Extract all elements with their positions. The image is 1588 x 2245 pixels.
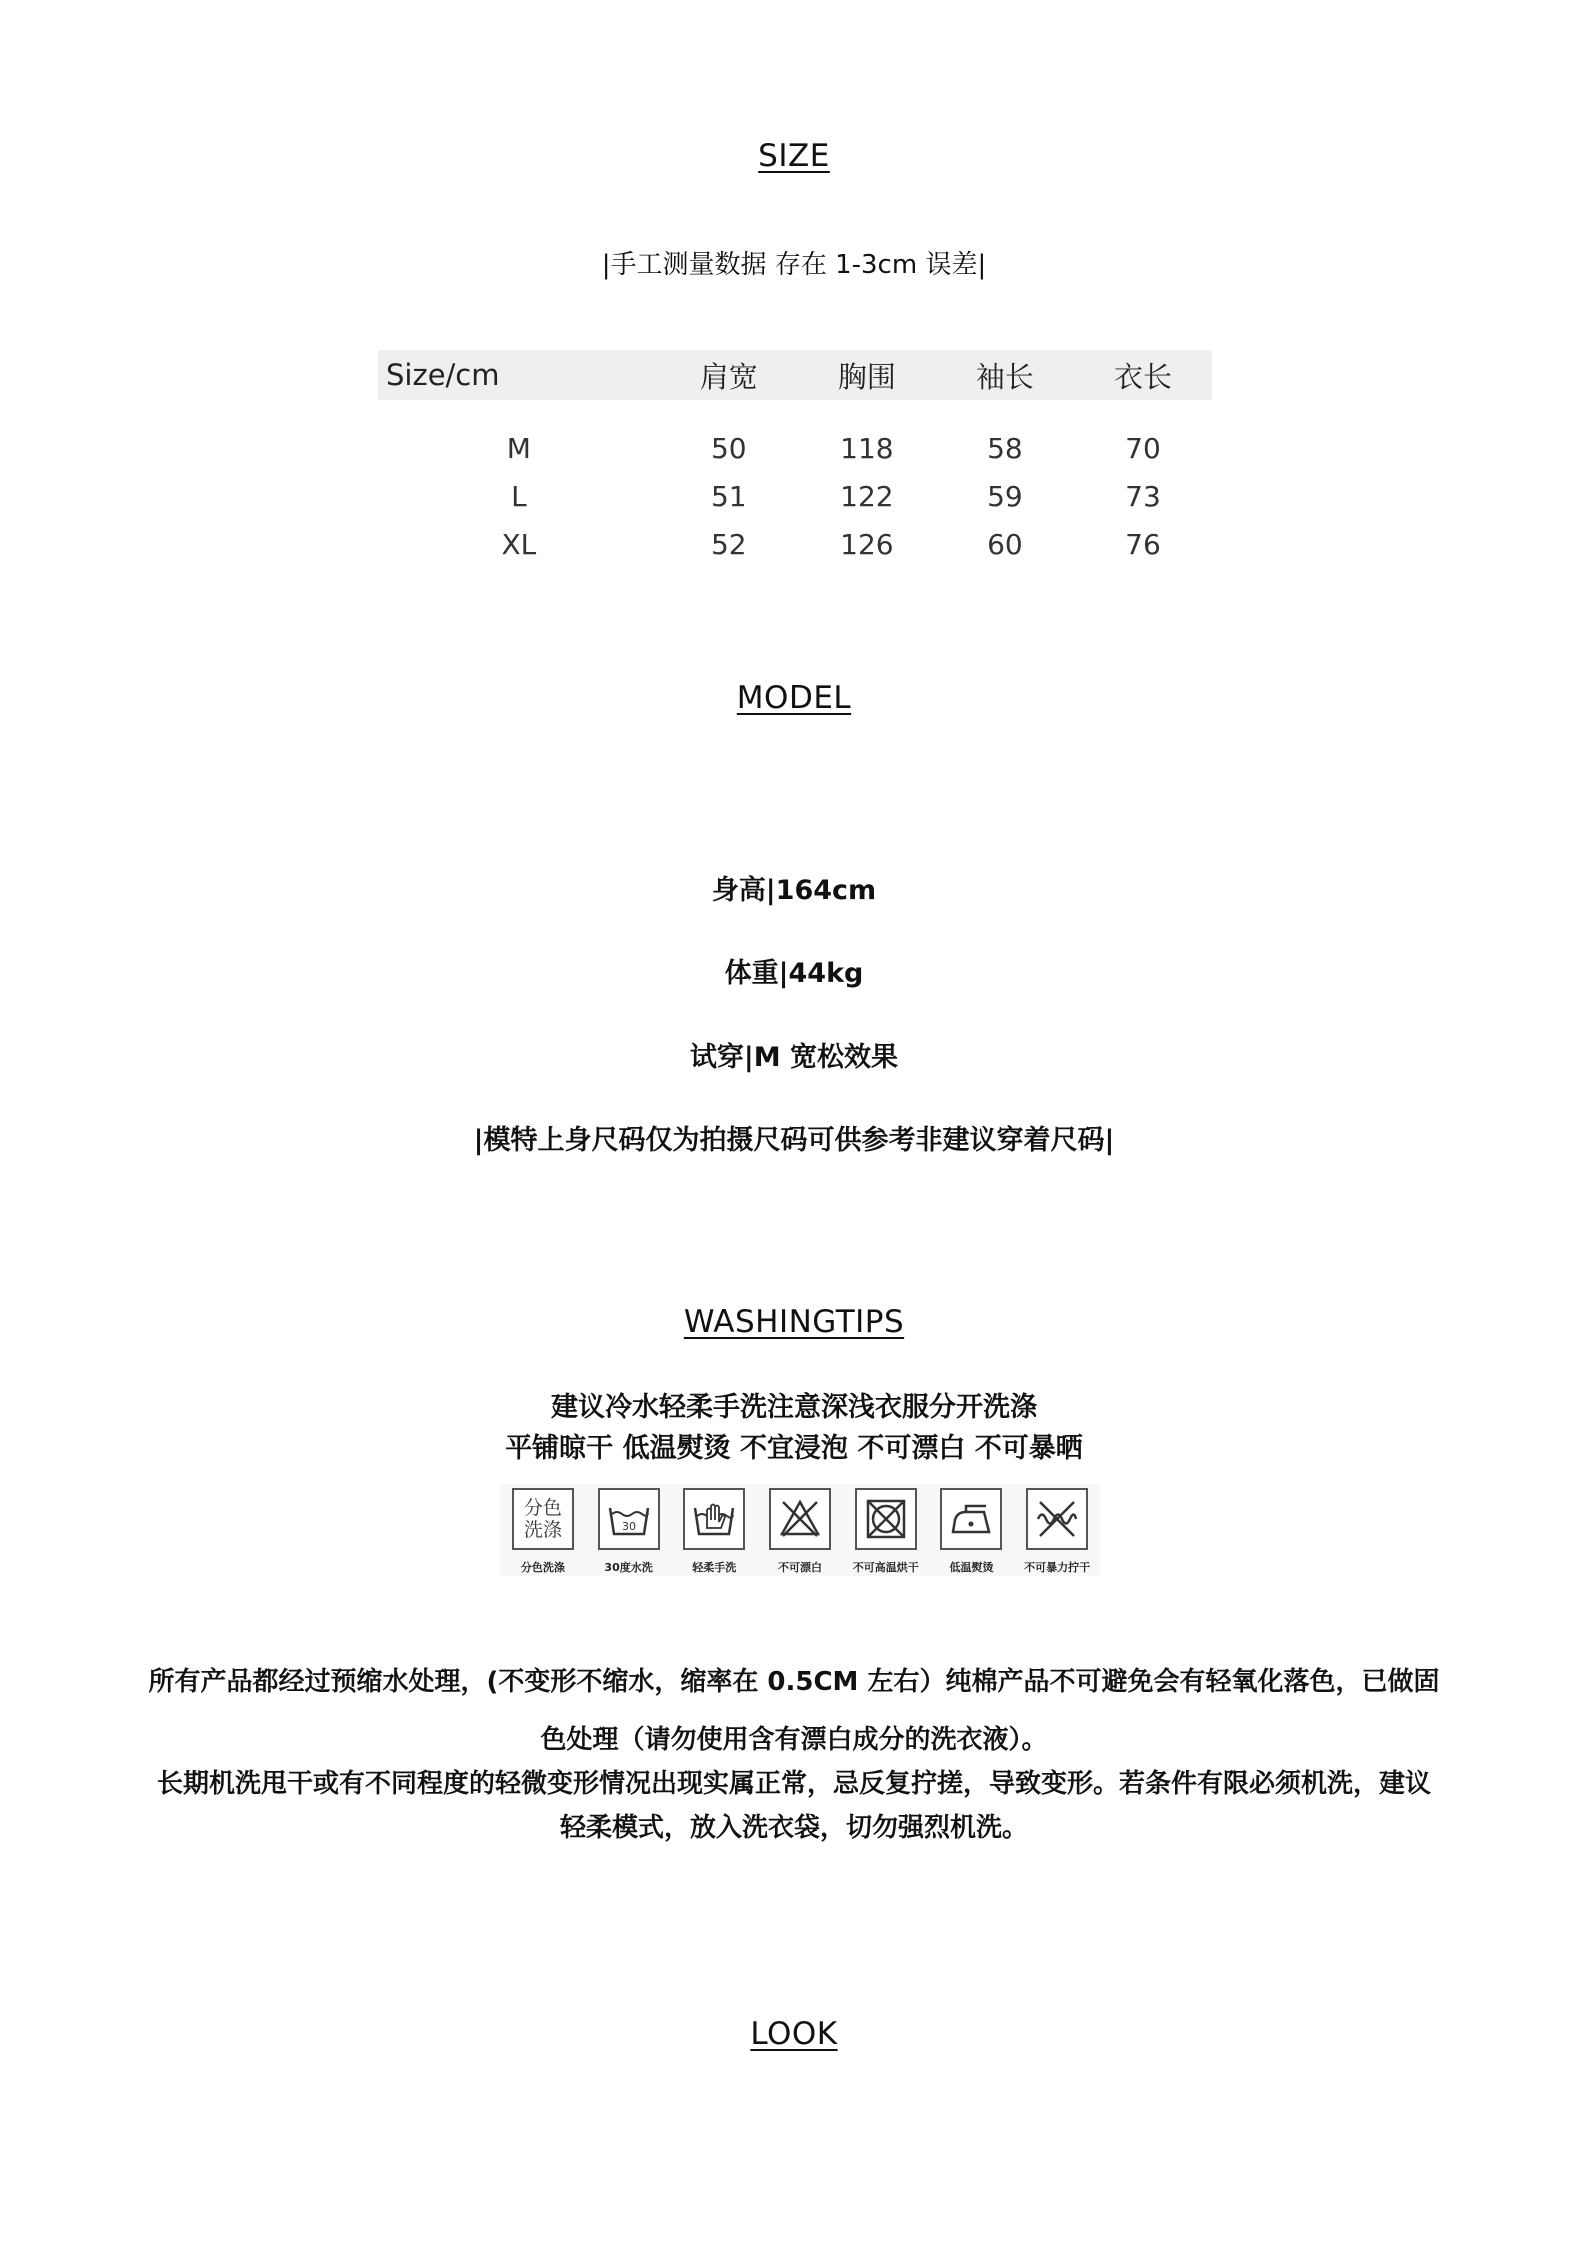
- icon-text: 洗涤: [523, 1519, 562, 1541]
- washing-paragraph-1-line-2: 色处理（请勿使用含有漂白成分的洗衣液）。: [540, 1725, 1048, 1755]
- wash-icon-cell: [843, 1484, 929, 1576]
- model-title: MODEL: [736, 680, 852, 716]
- icon-label: 分色洗涤: [520, 1561, 565, 1574]
- cell: 76: [1125, 527, 1161, 561]
- model-note: |模特上身尺码仅为拍摄尺码可供参考非建议穿着尺码|: [473, 1125, 1115, 1156]
- icon-label: 轻柔手洗: [692, 1561, 737, 1574]
- cell: 118: [840, 431, 894, 465]
- cell: 122: [840, 479, 894, 513]
- cell: 50: [710, 431, 747, 465]
- wash-icon-cell: [929, 1484, 1015, 1576]
- col-header: Size/cm: [378, 350, 660, 400]
- low-iron-icon: [940, 1488, 1002, 1550]
- cell: 51: [710, 479, 747, 513]
- table-row: [378, 472, 1212, 520]
- separate-wash-icon: [512, 1488, 574, 1550]
- wash-icon-cell: [586, 1484, 672, 1576]
- cell: 126: [840, 527, 894, 561]
- wash-30-icon: [598, 1488, 660, 1550]
- icon-text: 分色: [523, 1497, 562, 1519]
- model-tryon: 试穿|M 宽松效果: [689, 1042, 899, 1073]
- no-tumble-dry-icon: [855, 1488, 917, 1550]
- cell: 59: [987, 479, 1023, 513]
- cell: 58: [987, 431, 1023, 465]
- col-header: 胸围: [798, 350, 936, 400]
- table-row: [378, 424, 1212, 472]
- wash-icon-cell: [671, 1484, 757, 1576]
- icon-label: 低温熨烫: [949, 1561, 994, 1574]
- washing-paragraph-1-line-1: 所有产品都经过预缩水处理，(不变形不缩水，缩率在 0.5CM 左右）纯棉产品不可避免会有轻氧化落色，已做固: [148, 1667, 1440, 1697]
- look-title: LOOK: [750, 2016, 838, 2052]
- table-row: [378, 520, 1212, 568]
- wash-icon-cell: [1014, 1484, 1100, 1576]
- size-note: |手工测量数据 存在 1-3cm 误差|: [601, 250, 987, 280]
- model-weight: 体重|44kg: [724, 958, 864, 989]
- cell: 70: [1125, 431, 1161, 465]
- hand-wash-icon: [683, 1488, 745, 1550]
- icon-label: 不可高温烘干: [852, 1561, 919, 1574]
- washing-paragraph-2-line-1: 长期机洗甩干或有不同程度的轻微变形情况出现实属正常，忌反复拧搓，导致变形。若条件有限必须机洗，建议: [156, 1769, 1431, 1799]
- icon-text: 30: [621, 1520, 636, 1533]
- cell: L: [511, 479, 527, 513]
- washing-line-1: 建议冷水轻柔手洗注意深浅衣服分开洗涤: [551, 1392, 1037, 1423]
- icon-label: 30度水洗: [604, 1561, 653, 1574]
- washing-line-2: 平铺晾干 低温熨烫 不宜浸泡 不可漂白 不可暴晒: [505, 1433, 1083, 1464]
- washing-title: WASHINGTIPS: [683, 1304, 905, 1340]
- cell: 52: [710, 527, 747, 561]
- no-bleach-icon: [769, 1488, 831, 1550]
- wash-icon-cell: [500, 1484, 586, 1576]
- size-table-header: [378, 350, 1212, 400]
- icon-label: 不可漂白: [778, 1561, 823, 1574]
- icon-label: 不可暴力拧干: [1024, 1561, 1091, 1574]
- col-header: 肩宽: [660, 350, 798, 400]
- size-table: [378, 350, 1212, 568]
- col-header: 袖长: [936, 350, 1074, 400]
- cell: M: [506, 431, 531, 465]
- cell: XL: [501, 527, 537, 561]
- model-height: 身高|164cm: [711, 875, 877, 906]
- no-wring-icon: [1026, 1488, 1088, 1550]
- size-title: SIZE: [758, 138, 830, 174]
- wash-icons-row: [500, 1484, 1100, 1576]
- washing-paragraph-2-line-2: 轻柔模式，放入洗衣袋，切勿强烈机洗。: [559, 1813, 1028, 1843]
- cell: 60: [987, 527, 1023, 561]
- col-header: 衣长: [1074, 350, 1212, 400]
- wash-icon-cell: [757, 1484, 843, 1576]
- cell: 73: [1125, 479, 1161, 513]
